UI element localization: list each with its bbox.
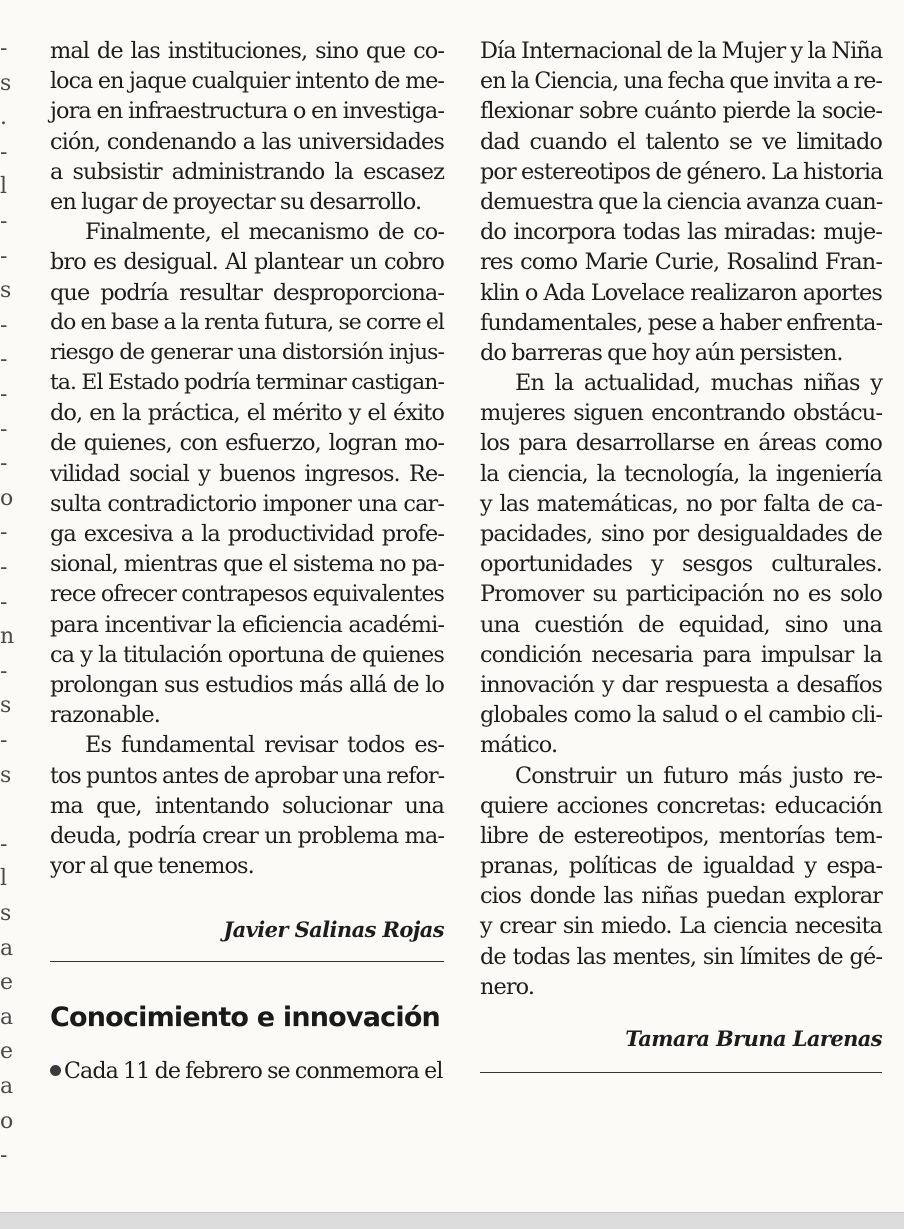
- left-paragraph-2: [50, 217, 444, 730]
- text-line: quiere acciones concretas: educación: [480, 792, 882, 819]
- text-line: klin o Ada Lovelace realizaron aportes: [480, 279, 882, 306]
- text-line: deuda, podría crear un problema ma-: [50, 822, 444, 849]
- page-bottom-edge: [0, 1212, 904, 1229]
- right-paragraph-2: [480, 368, 882, 760]
- text-line: jora en infraestructura o en investiga-: [50, 98, 444, 125]
- gutter-fragment: -: [0, 312, 8, 338]
- gutter-fragment: l: [0, 174, 8, 200]
- gutter-fragment: o: [0, 485, 14, 511]
- text-line: y crear sin miedo. La ciencia necesita: [480, 913, 882, 940]
- bullet-icon: [50, 1065, 61, 1076]
- text-line: oportunidades y sesgos culturales.: [480, 551, 882, 578]
- gutter-fragment: l: [0, 866, 8, 892]
- text-line: la ciencia, la tecnología, la ingeniería: [480, 460, 882, 487]
- text-line: de todas las mentes, sin límites de gé-: [480, 943, 882, 970]
- text-line: do incorpora todas las miradas: muje-: [480, 219, 882, 246]
- text-line: para incentivar la eficiencia académi-: [50, 611, 444, 638]
- text-line: mujeres siguen encontrando obstácu-: [480, 400, 882, 427]
- text-line: condición necesaria para impulsar la: [480, 641, 882, 668]
- text-line: dad cuando el talento se ve limitado: [480, 128, 882, 155]
- gutter-fragment: [0, 795, 16, 825]
- text-line: a subsistir administrando la escasez: [50, 158, 444, 185]
- gutter-fragment: -: [0, 139, 8, 165]
- text-line: ma que, intentando solucionar una: [50, 792, 444, 819]
- signature-javier: Javier Salinas Rojas: [223, 917, 444, 943]
- text-line: innovación y dar respuesta a desafíos: [480, 671, 882, 698]
- text-line: En la actualidad, muchas niñas y: [515, 370, 882, 397]
- gutter-fragment: -: [0, 520, 8, 546]
- text-line: una cuestión de equidad, sino una: [480, 611, 882, 638]
- gutter-fragment: -: [0, 416, 8, 442]
- text-line: pranas, políticas de igualdad y espa-: [480, 853, 882, 880]
- previous-column-fragment: [0, 0, 20, 1200]
- text-line: libre de estereotipos, mentorías tem-: [480, 822, 882, 849]
- right-paragraph-3: [480, 761, 882, 1003]
- gutter-fragment: a: [0, 1004, 14, 1030]
- text-line: globales como la salud o el cambio cli-: [480, 702, 882, 729]
- bullet-line: Cada 11 de febrero se conmemora el: [50, 1056, 444, 1086]
- text-line: Es fundamental revisar todos es-: [85, 732, 444, 759]
- gutter-fragment: -: [0, 451, 8, 477]
- text-line: rece ofrecer contrapesos equivalentes: [50, 581, 444, 608]
- text-line: vilidad social y buenos ingresos. Re-: [50, 460, 444, 487]
- text-line: Finalmente, el mecanismo de co-: [85, 219, 444, 246]
- text-line: ta. El Estado podría terminar castigan-: [50, 370, 444, 396]
- text-line: loca en jaque cualquier intento de me-: [50, 68, 444, 95]
- text-line: res como Marie Curie, Rosalind Fran-: [480, 249, 882, 276]
- gutter-fragment: s: [0, 70, 12, 96]
- gutter-fragment: -: [0, 347, 8, 373]
- text-line: Promover su participación no es solo: [480, 581, 882, 608]
- text-line: cios donde las niñas puedan explorar: [480, 883, 882, 910]
- text-line: tos puntos antes de aprobar una refor-: [50, 762, 445, 789]
- text-line: pacidades, sino por desigualdades de: [480, 521, 882, 547]
- text-line: mal de las instituciones, sino que co-: [50, 38, 444, 64]
- gutter-fragment: .: [0, 105, 7, 131]
- text-line: riesgo de generar una distorsión injus-: [50, 339, 444, 365]
- text-line: fundamentales, pese a haber enfrenta-: [480, 309, 883, 336]
- gutter-fragment: s: [0, 762, 12, 788]
- right-column: [480, 36, 882, 1073]
- text-line: mático.: [480, 732, 558, 759]
- text-line: y las matemáticas, no por falta de ca-: [480, 490, 882, 517]
- text-line: por estereotipos de género. La historia: [480, 158, 883, 185]
- text-line: sulta contradictorio imponer una car-: [50, 490, 444, 517]
- text-line: que podría resultar desproporciona-: [50, 279, 444, 306]
- text-line: en la Ciencia, una fecha que invita a re-: [480, 68, 882, 95]
- text-line: demuestra que la ciencia avanza cuan-: [480, 188, 883, 215]
- text-line: do, en la práctica, el mérito y el éxito: [50, 400, 444, 427]
- gutter-fragment: -: [0, 1143, 8, 1169]
- gutter-fragment: -: [0, 831, 8, 857]
- text-line: bro es desigual. Al plantear un cobro: [50, 249, 444, 276]
- text-line: razonable.: [50, 702, 160, 729]
- gutter-fragment: -: [0, 382, 8, 407]
- text-line: prolongan sus estudios más allá de lo: [50, 671, 444, 698]
- text-line: en lugar de proyectar su desarrollo.: [50, 188, 422, 215]
- gutter-fragment: e: [0, 1039, 14, 1065]
- text-line: ción, condenando a las universidades: [50, 128, 444, 155]
- section-title: Conocimiento e innovación: [50, 1002, 440, 1034]
- text-line: Día Internacional de la Mujer y la Niña: [480, 38, 883, 64]
- gutter-fragment: n: [0, 624, 15, 650]
- left-column: [50, 36, 444, 1086]
- gutter-fragment: -: [0, 589, 8, 615]
- text-line: Construir un futuro más justo re-: [515, 762, 882, 789]
- text-line: yor al que tenemos.: [50, 853, 254, 880]
- gutter-fragment: -: [0, 243, 8, 269]
- text-line: ca y la titulación oportuna de quienes: [50, 641, 444, 668]
- text-line: de quienes, con esfuerzo, logran mo-: [50, 430, 444, 457]
- gutter-fragment: -: [0, 209, 8, 234]
- text-line: los para desarrollarse en áreas como: [480, 430, 882, 457]
- gutter-fragment: s: [0, 278, 12, 304]
- gutter-fragment: -: [0, 555, 8, 580]
- text-line: do barreras que hoy aún persisten.: [480, 339, 843, 366]
- gutter-fragment: s: [0, 901, 12, 926]
- text-line: flexionar sobre cuánto pierde la socie-: [480, 98, 882, 125]
- gutter-fragment: a: [0, 1074, 14, 1099]
- left-paragraph-3: [50, 730, 444, 881]
- divider-rule-right: [480, 1072, 882, 1073]
- left-paragraph-1: [50, 36, 444, 217]
- gutter-fragment: o: [0, 1108, 14, 1134]
- gutter-fragment: s: [0, 693, 12, 719]
- gutter-fragment: -: [0, 728, 8, 753]
- signature-tamara: Tamara Bruna Larenas: [625, 1026, 882, 1051]
- right-paragraph-1: [480, 36, 882, 368]
- gutter-fragment: e: [0, 970, 14, 996]
- gutter-fragment: -: [0, 658, 8, 684]
- gutter-fragment: -: [0, 36, 8, 61]
- gutter-fragment: a: [0, 935, 14, 961]
- text-line: sional, mientras que el sistema no pa-: [50, 551, 444, 578]
- text-line: do en base a la renta futura, se corre el: [50, 309, 444, 335]
- text-line: ga excesiva a la productividad profe-: [50, 521, 444, 547]
- text-line: nero.: [480, 973, 535, 1000]
